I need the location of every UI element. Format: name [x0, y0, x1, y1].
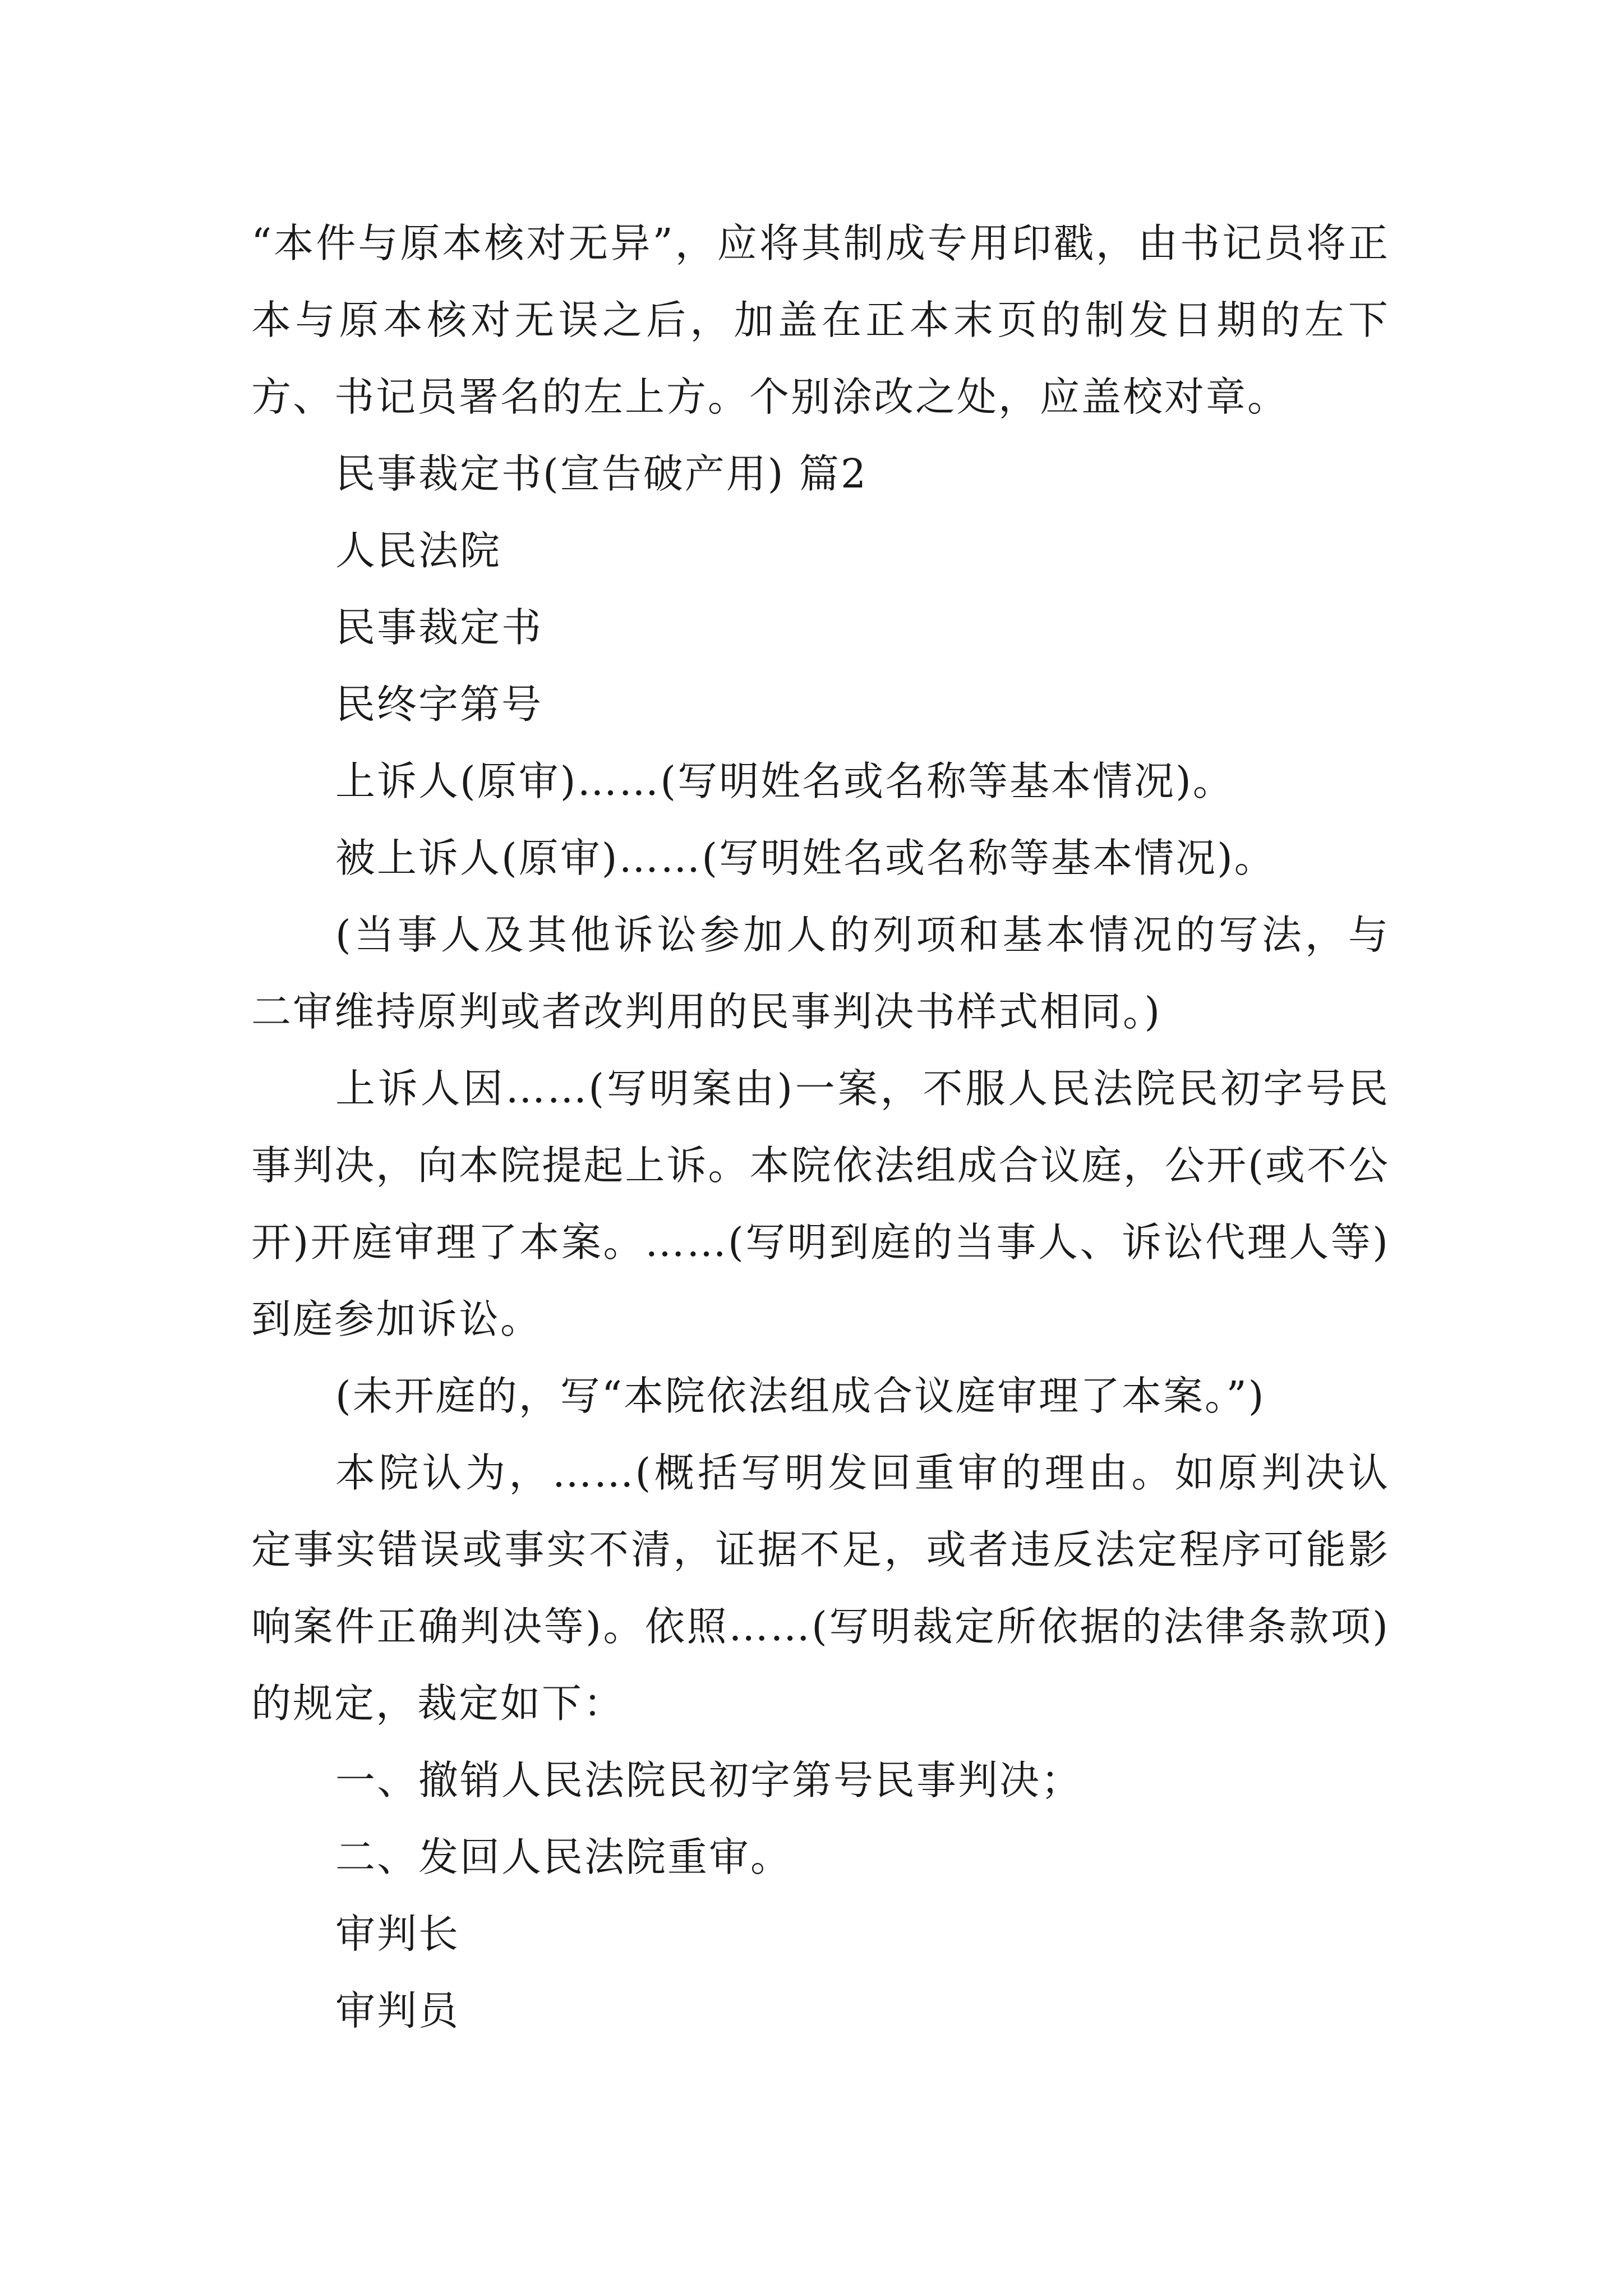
judge: 审判员 — [335, 1987, 460, 2034]
presiding-judge: 审判长 — [335, 1911, 460, 1957]
ruling-item-2: 二、发回人民法院重审。 — [335, 1834, 792, 1880]
paragraph-stamp-instructions: “本件与原本核对无异”，应将其制成专用印戳，由书记员将正本与原本核对无误之后，加盖在正本末页的制发日期的左下方、书记员署名的左上方。个别涂改之处，应盖校对章。 — [251, 220, 1390, 420]
no-hearing-note: (未开庭的，写“本院依法组成合议庭审理了本案。”) — [335, 1373, 1266, 1419]
court-name: 人民法院 — [335, 527, 502, 574]
appellant-line: 上诉人(原审)……(写明姓名或名称等基本情况)。 — [335, 758, 1234, 804]
court-opinion: 本院认为，……(概括写明发回重审的理由。如原判决认定事实错误或事实不清，证据不足，或者违反法定程序可能影响案件正确判决等)。依照……(写明裁定所依据的法律条款项)的规定，裁定如下： — [251, 1450, 1390, 1727]
appellee-line: 被上诉人(原审)……(写明姓名或名称等基本情况)。 — [335, 835, 1276, 881]
document-body — [251, 205, 1390, 2049]
document-title: 民事裁定书 — [335, 604, 543, 651]
parties-note: (当事人及其他诉讼参加人的列项和基本情况的写法，与二审维持原判或者改判用的民事判决书样式相同。) — [251, 912, 1390, 1035]
ruling-item-1: 一、撤销人民法院民初字第号民事判决； — [335, 1757, 1083, 1803]
section-heading: 民事裁定书(宣告破产用) 篇2 — [335, 450, 868, 497]
case-background: 上诉人因……(写明案由)一案，不服人民法院民初字号民事判决，向本院提起上诉。本院依法组成合议庭，公开(或不公开)开庭审理了本案。……(写明到庭的当事人、诉讼代理人等)到庭参加诉讼。 — [251, 1065, 1390, 1342]
case-number: 民终字第号 — [335, 681, 543, 728]
